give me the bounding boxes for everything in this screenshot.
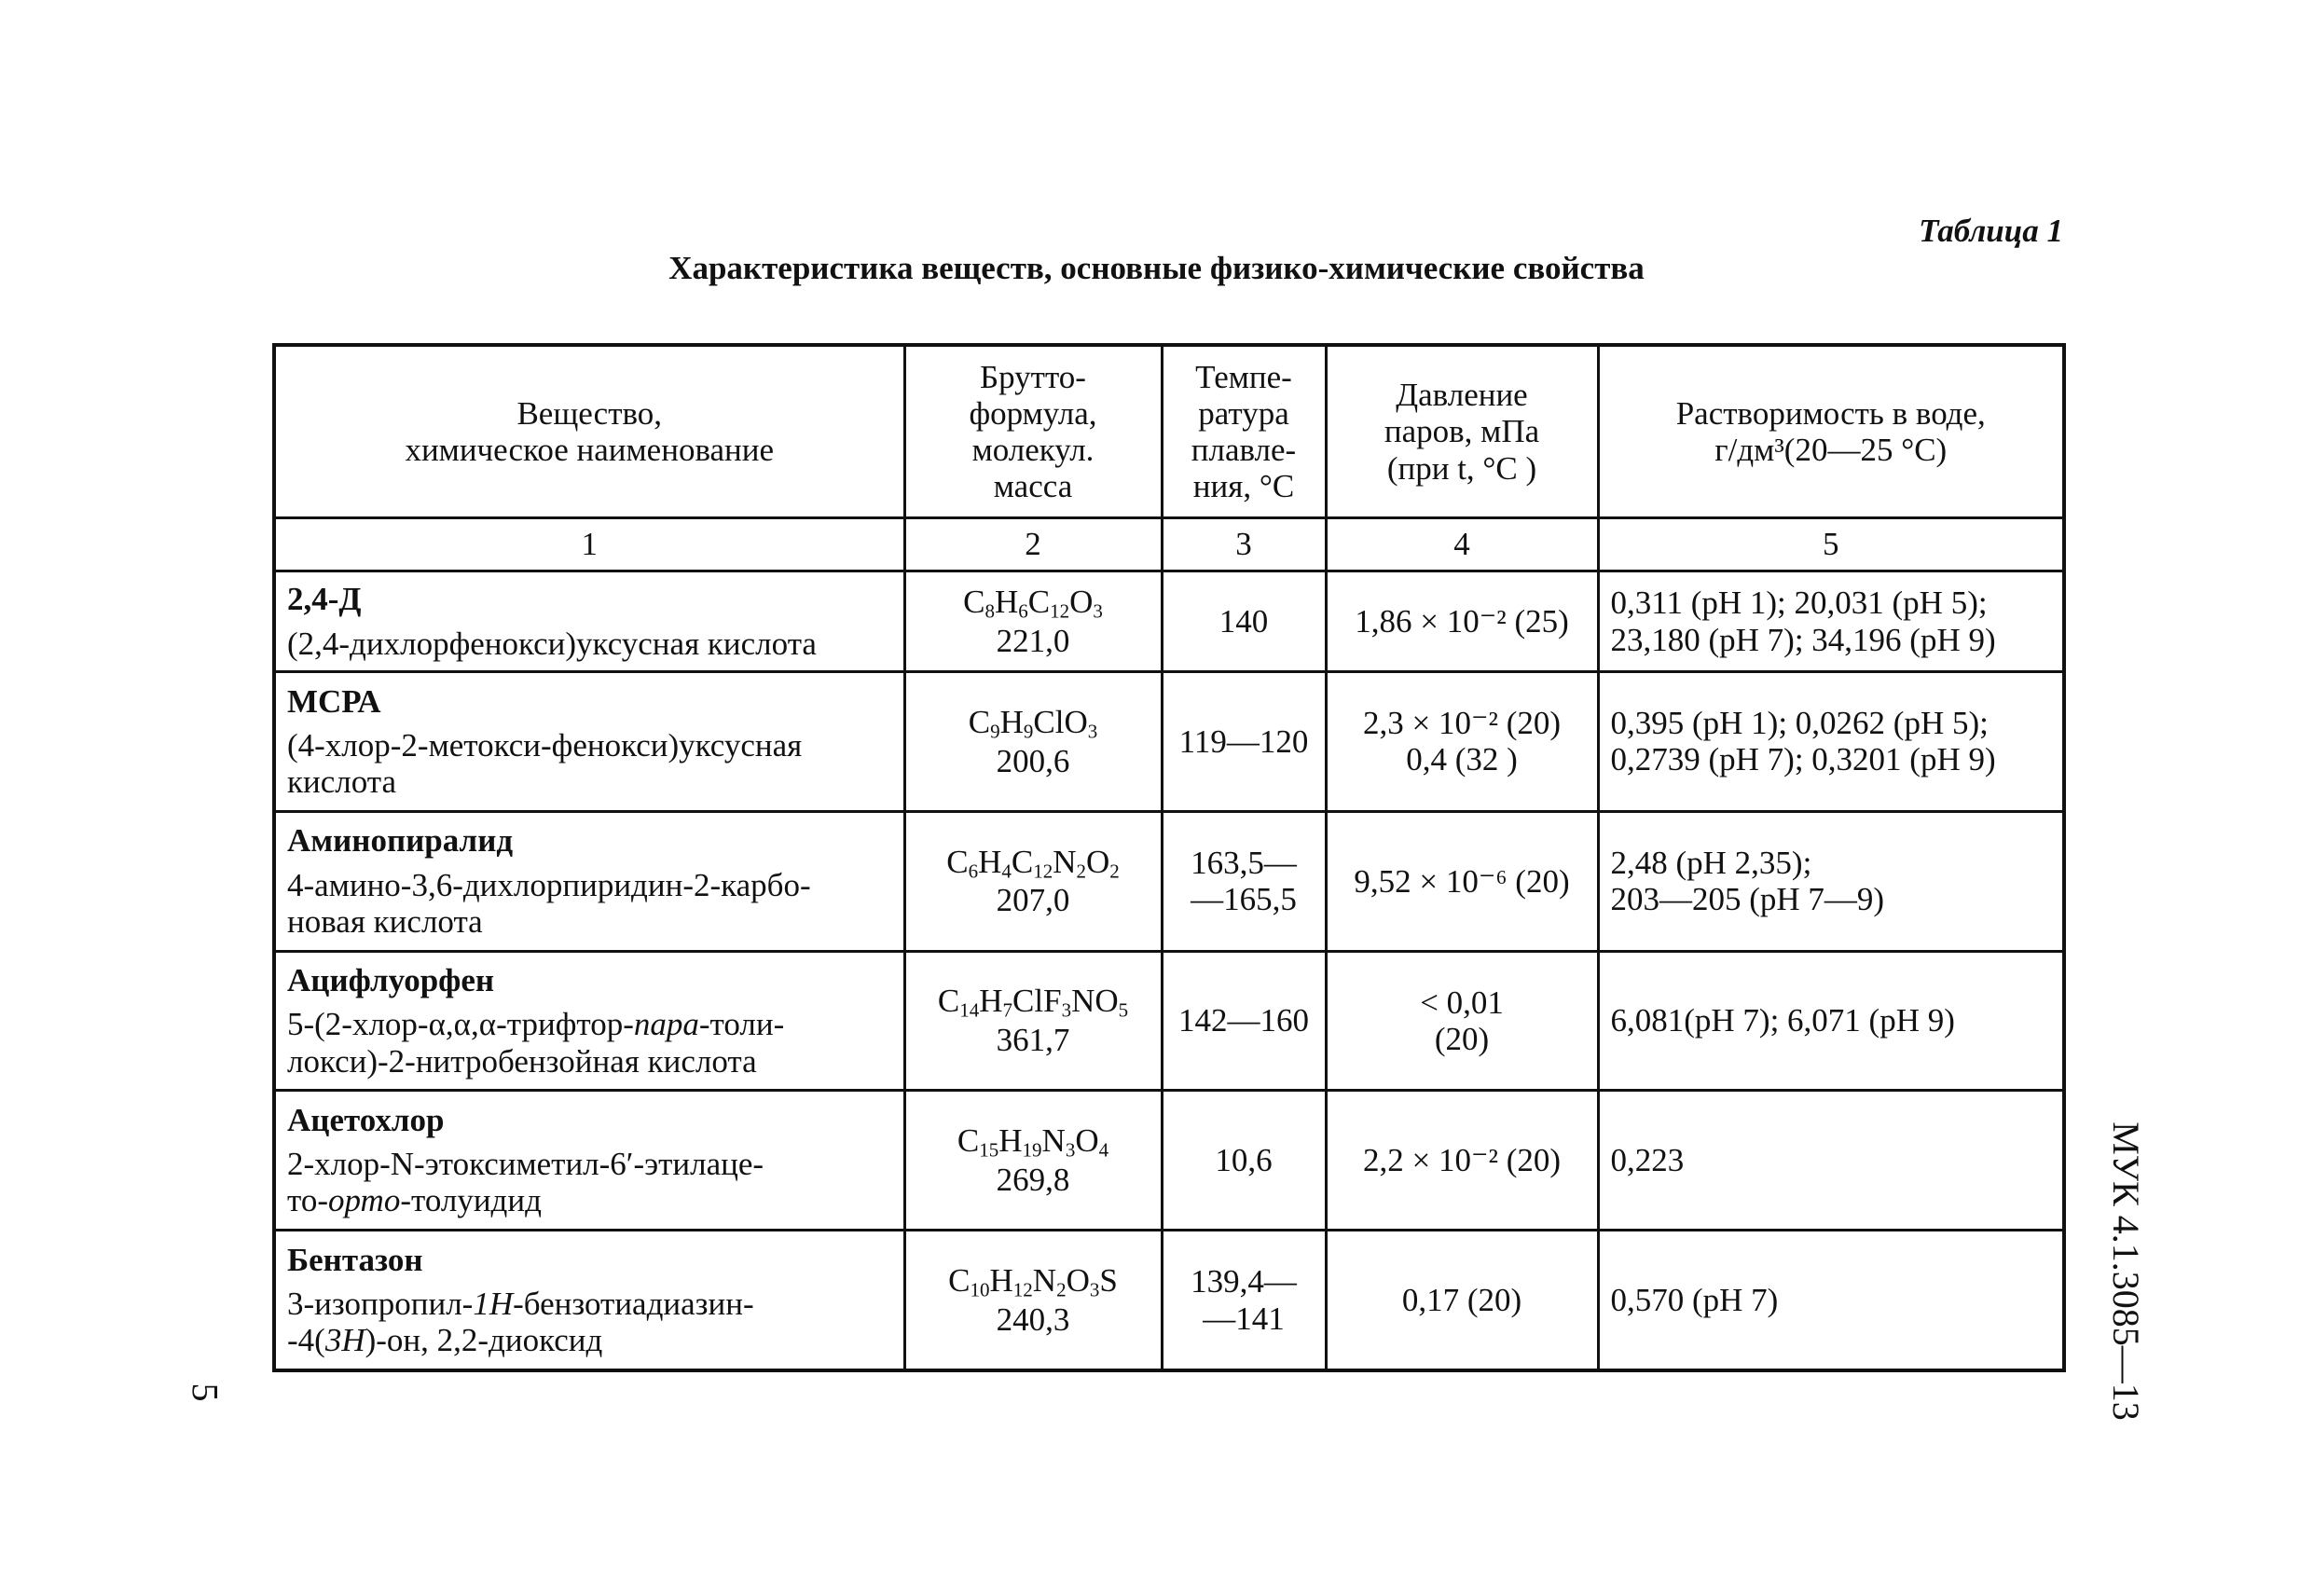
solubility: 0,311 (рН 1); 20,031 (рН 5); 23,180 (рН 7); 34,196 (рН 9) — [1598, 571, 2064, 672]
chemical-name: 3-изопропил-1Н-бензотиадиазин- — [287, 1285, 754, 1322]
chemical-name: (2,4-дихлорфенокси)уксусная кислота — [287, 625, 817, 662]
column-number-row — [274, 518, 2064, 571]
table-title: Характеристика веществ, основные физико-химические свойства — [668, 250, 1645, 286]
chemical-name: 2-хлор-N-этоксиметил-6′-этилаце- — [287, 1146, 764, 1183]
col-number: 4 — [1326, 518, 1598, 571]
substance-name: Бентазон — [287, 1241, 423, 1278]
melting-point: 119—120 — [1162, 672, 1326, 812]
molecular-mass: 240,3 — [996, 1300, 1070, 1338]
chemical-name-cont: локси)-2-нитробензойная кислота — [287, 1042, 757, 1080]
solubility: 0,395 (рН 1); 0,0262 (рН 5); 0,2739 (рН 7); 0,3201 (рН 9) — [1598, 672, 2064, 812]
chemical-name-cont: кислота — [287, 764, 397, 800]
header-substance: Вещество, химическое наименование — [274, 345, 904, 518]
table-row — [274, 571, 2064, 672]
solubility: 0,570 (рН 7) — [1598, 1231, 2064, 1370]
properties-table — [272, 343, 2066, 1372]
header-melting-point: Темпе- ратура плавле- ния, °С — [1162, 345, 1326, 518]
page-number: 5 — [184, 1383, 227, 1402]
substance-cell — [274, 571, 904, 672]
table-label: Таблица 1 — [1919, 213, 2063, 249]
formula-cell — [904, 1091, 1162, 1231]
chemical-name-cont: -4(3Н)-он, 2,2-диоксид — [287, 1322, 603, 1359]
table-row — [274, 1231, 2064, 1370]
substance-name: МСРА — [287, 682, 381, 720]
chemical-name: 5-(2-хлор-α,α,α-трифтор-пара-толи- — [287, 1006, 785, 1043]
melting-point: 163,5— —165,5 — [1162, 811, 1326, 951]
header-vapor-pressure: Давление паров, мПа (при t, °С ) — [1326, 345, 1598, 518]
header-row — [274, 345, 2064, 518]
substance-name: 2,4-Д — [287, 581, 362, 618]
table-row — [274, 672, 2064, 812]
substance-cell — [274, 951, 904, 1091]
substance-cell — [274, 1091, 904, 1231]
molecular-mass: 221,0 — [996, 622, 1070, 659]
molecular-mass: 269,8 — [996, 1162, 1070, 1199]
table-row — [274, 951, 2064, 1091]
header-formula: Брутто- формула, молекул. масса — [904, 345, 1162, 518]
table-row — [274, 811, 2064, 951]
gross-formula: $C_9H_9ClO_3$ — [968, 703, 1098, 743]
document-code: МУК 4.1.3085—13 — [2104, 1121, 2147, 1421]
vapor-pressure: < 0,01 (20) — [1326, 951, 1598, 1091]
col-number: 3 — [1162, 518, 1326, 571]
header-solubility: Растворимость в воде, г/дм³(20—25 °С) — [1598, 345, 2064, 518]
chemical-name-cont: новая кислота — [287, 902, 483, 940]
vapor-pressure: 2,2 × 10⁻² (20) — [1326, 1091, 1598, 1231]
solubility: 2,48 (рН 2,35); 203—205 (рН 7—9) — [1598, 811, 2064, 951]
substance-name: Аминопиралид — [287, 822, 514, 860]
formula-cell — [904, 811, 1162, 951]
col-number: 2 — [904, 518, 1162, 571]
substance-cell — [274, 672, 904, 812]
col-number: 1 — [274, 518, 904, 571]
table-row — [274, 1091, 2064, 1231]
melting-point: 140 — [1162, 571, 1326, 672]
melting-point: 139,4— —141 — [1162, 1231, 1326, 1370]
vapor-pressure: 0,17 (20) — [1326, 1231, 1598, 1370]
chemical-name-cont: то-орто-толуидид — [287, 1182, 542, 1219]
substance-name: Ацифлуорфен — [287, 962, 495, 999]
gross-formula: $C_6H_4C_{12}N_2O_2$ — [946, 843, 1120, 882]
gross-formula: $C_8H_6C_{12}O_3$ — [963, 584, 1103, 623]
gross-formula: $C_{15}H_{19}N_3O_4$ — [957, 1122, 1109, 1162]
vapor-pressure: 1,86 × 10⁻² (25) — [1326, 571, 1598, 672]
substance-name: Ацетохлор — [287, 1101, 445, 1138]
chemical-name: (4-хлор-2-метокси-фенокси)уксусная — [287, 726, 803, 764]
gross-formula: $C_{10}H_{12}N_2O_3S$ — [948, 1262, 1118, 1301]
melting-point: 142—160 — [1162, 951, 1326, 1091]
formula-cell — [904, 951, 1162, 1091]
formula-cell — [904, 1231, 1162, 1370]
vapor-pressure: 9,52 × 10⁻⁶ (20) — [1326, 811, 1598, 951]
col-number: 5 — [1598, 518, 2064, 571]
substance-cell — [274, 811, 904, 951]
melting-point: 10,6 — [1162, 1091, 1326, 1231]
molecular-mass: 207,0 — [996, 882, 1070, 919]
vapor-pressure: 2,3 × 10⁻² (20) 0,4 (32 ) — [1326, 672, 1598, 812]
molecular-mass: 200,6 — [996, 742, 1070, 779]
solubility: 6,081(рН 7); 6,071 (рН 9) — [1598, 951, 2064, 1091]
chemical-name: 4-амино-3,6-дихлорпиридин-2-карбо- — [287, 866, 811, 903]
formula-cell — [904, 672, 1162, 812]
substance-cell — [274, 1231, 904, 1370]
formula-cell — [904, 571, 1162, 672]
solubility: 0,223 — [1598, 1091, 2064, 1231]
molecular-mass: 361,7 — [996, 1022, 1070, 1059]
gross-formula: $C_{14}H_7ClF_3NO_5$ — [937, 983, 1129, 1022]
